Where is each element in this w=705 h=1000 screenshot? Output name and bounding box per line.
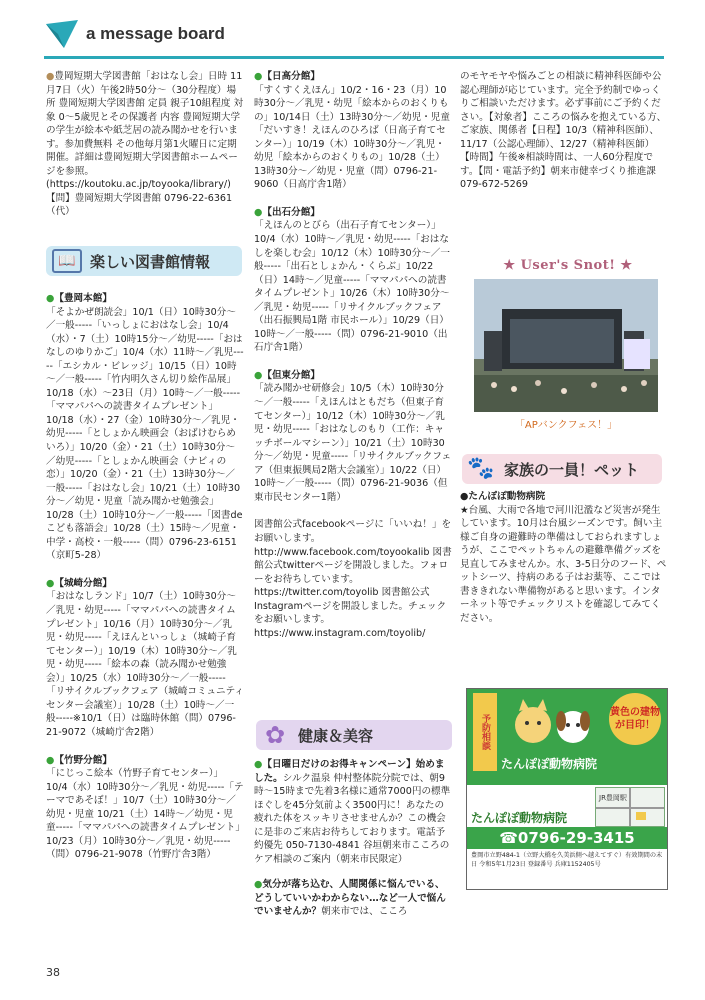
cat-dog-illustration	[503, 695, 603, 751]
header-title: a message board	[86, 24, 225, 43]
kinosaki-heading: ●【城崎分館】	[46, 577, 112, 589]
ad-badge: 黄色の建物が目印！	[609, 693, 661, 745]
ad-phone-number: ☎0796-29-3415	[467, 827, 667, 849]
izushi-heading: ●【出石分館】	[254, 206, 320, 218]
page-number: 38	[46, 966, 60, 979]
map-illustration	[596, 788, 664, 826]
section-health-heading	[256, 720, 452, 750]
kinosaki-body: 「おはなしランド」10/7（土）10時30分～／乳児・幼児-----「ママパパへの読書タイムプレゼント」10/16（月）10時30分～／乳児・幼児-----「えほんといっしょ（城崎子育てセンター）」10/19（木）10時30分～／乳児・幼児-----「絵本の森（読み聞かせ勉強会）」10/25（水）10時30分～／一般-----「リサイクルブックフェア（城崎コミュニティセンター会議室）」10/28（土）10時～／一般-----※10/1（日）は臨時休館（問）0796-21-9072（城崎庁舎2階）	[46, 591, 245, 738]
section-health-title: 健康＆美容	[298, 726, 374, 745]
column-2-health	[254, 758, 452, 919]
library-icon: 📖	[52, 249, 82, 273]
concert-stage-illustration	[474, 279, 658, 412]
ad-clinic-name-bottom: たんぽぽ動物病院	[471, 811, 568, 825]
takeno-body: 「にじっこ絵本（竹野子育てセンター）」10/4（水）10時30分～／乳児・幼児-----「テーマであそぼ！」10/7（土）10時30分～／幼児・児童 10/21（土）14時～／幼児・児童-----「ママパパへの読書タイムプレゼント」10/23（月）10時30分～／乳児・幼児-----（問）0796-21-9078（竹野庁舎3階）	[46, 768, 244, 861]
ad-clinic-name-top: たんぽぽ動物病院	[501, 757, 598, 771]
toyooka-body: 「そよかぜ朗読会」10/1（日）10時30分～／一般-----「いっしょにおはなし会」10/4（水）・7（土）10時15分～／幼児-----「おはなしのゆりかご」10/4（水）11時～／乳児-----「エシカル・ビレッジ」10/15（日）10時～／一般-----「竹内明久さん切り絵作品展」10/18（水）～23日（月）10時～／一般-----「ママパパへの読書タイムプレゼント」10/18（水）・27（金）10時30分～／乳児・幼児-----「としょかん映画会（おばけむらめいろ）」10/20（金）・21（土）10時30分～／幼児-----「としょかん映画会（ナビィの恋）」10/20（金）・21（土）13時30分～／一般-----「おはなし会」10/21（土）10時30分～／幼児・児童「読み聞かせ勉強会」10/28（土）10時10分～／一般-----「図書de こども落語会」10/28（土）15時～／児童・中学・高校・一般-----（問）0796-23-6151（京町5-28）	[46, 306, 244, 562]
ad-vertical-label: 予防相談	[473, 693, 497, 771]
page-header	[44, 18, 664, 58]
section-pet-title: 家族の一員！ペット	[504, 460, 640, 479]
column-1-library	[46, 292, 244, 862]
toyooka-heading: ●【豊岡本館】	[46, 293, 112, 304]
concert-photo	[474, 279, 658, 412]
map-station-label: JR豊岡駅	[599, 794, 627, 802]
takeno-heading: ●【竹野分館】	[46, 754, 112, 766]
column-2-library	[254, 70, 452, 640]
paw-icon: 🐾	[467, 456, 495, 481]
izushi-body: 「えほんのとびら（出石子育てセンター）」10/4（水）10時～／乳児・幼児-----「おはなしを楽しむ会」10/12（木）10時30分～／一般-----「出石としょかん・くらぶ」10/22（日）14時～／児童-----「ママパパへの読書タイムプレゼント」10/26（木）10時30分～／乳児・幼児-----「リサイクルブックフェア（出石振興局1階 市民ホール）」10/29（日）10時～／一般-----（問）0796-21-9010（出石庁舎1階）	[254, 220, 450, 354]
section-library-title: 楽しい図書館情報	[90, 252, 211, 271]
sns-info: 図書館公式facebookページに「いいね！」をお願いします。http://www.facebook.com/toyookalib 図書館公式twitterページを開設しました。フォローをお待ちしています。https://twitter.com/toyolib 図書館公式Instagramページを開設しました。チェックをお願いします。https://www.instagram.com/toyolib/	[254, 519, 452, 639]
health-item-1: ●【日曜日だけのお得キャンペーン】始めました。シルク温泉 仲村整体院分院では、朝9時～15時まで先着3名様に通常7000円の標準ほぐしを45分気前よく3500円に！あなたの疲れた体をスッキリさせませんか？この機会に是非のご来店お待ちしております。電話予約優先 050-7130-4841 谷垣朝来市こころのケア相談のご案内（朝来市民限定）	[254, 759, 451, 865]
ad-address: 豊岡市立野484-1（立野大橋を久美浜側へ越えてすぐ）有效期間の末日 令和5年1月23日 登録番号 兵庫1152405号	[471, 852, 663, 868]
hidaka-body: 「すくすくえほん」10/2・16・23（月）10時30分～／乳児・幼児「絵本からのおくりもの」10/14日（土）13時30分～／幼児・児童「だいすき！えほんのひろば（日高子育てセンター）」10/19（木）10時30分～／乳児・幼児「絵本からのおくりもの」10/28（土）13時30分～／幼児・児童（問）0796-21-9060（日高庁舎1階）	[254, 84, 450, 191]
paper-plane-icon	[44, 18, 80, 52]
clinic-advertisement	[466, 688, 668, 890]
pet-body: ★台風、大雨で各地で河川氾濫など災害が発生しています。10月は台風シーズンです。飼い主様ご自身の避難時の準備はしておられますしょうが、ここでペットちゃんの避難準備グッズを見直してみませんか。水、3-5日分のフード、ペットシーツ、持病のある子はお薬等、ここでは書ききれない準備物があると思います。インターネット等でチェックリストを確認してみてください。	[460, 504, 667, 624]
section-library-heading	[46, 246, 242, 276]
column-3-continued	[460, 70, 668, 192]
counseling-continued: のモヤモヤや悩みごとの相談に精神科医師や公認心理師が応じています。完全予約制でゆっくりご相談いただけます。必ず事前にご予約ください。【対象者】こころの悩みを抱えている方、ご家族、関係者【日程】10/3（精神科医師）、11/17（公認心理師）、12/27（精神科医師）【時間】午後※相談時間は、一人60分程度です。【問・電話予約】朝来市健幸づくり推進課 079-672-5269	[460, 71, 667, 191]
tanto-body: 「読み聞かせ研修会」10/5（木）10時30分～／一般-----「えほんはともだち（但東子育てセンター）」10/12（木）10時30分～／乳児・幼児-----「おはなしのもり（工作：キャッチボールマシーン）」10/21（土）10時30分～／幼児・児童-----「リサイクルブックフェア（但東振興局2階大会議室）」10/22（日）10時～／一般-----（問）0796-21-9036（但東市民センター1階）	[254, 383, 452, 503]
header-rule	[44, 56, 664, 59]
photo-caption: 「APバンクフェス！」	[514, 420, 618, 431]
ad-map	[595, 787, 665, 827]
health-item-2: ●気分が落ち込む、人間関係に悩んでいる、どうしていいかわからない…など一人で悩んでいませんか？朝来市では、こころ	[254, 879, 446, 918]
column-1-intro	[46, 70, 244, 219]
hidaka-heading: ●【日高分館】	[254, 71, 320, 82]
column-3-pet	[460, 490, 668, 625]
tanto-heading: ●【但東分館】	[254, 369, 320, 381]
section-pet-heading	[462, 454, 662, 484]
users-snot-title: ★ User's Snot! ★	[503, 258, 633, 273]
flower-icon: ✿	[264, 721, 286, 749]
pet-clinic-heading: ●たんぽぽ動物病院	[460, 491, 546, 502]
event-intro: ●豊岡短期大学図書館「おはなし会」日時 11月7日（火）午後2時50分～（30分程度）場所 豊岡短期大学図書館 定員 親子10組程度 対象 0～5歳児とその保護者 内容 豊岡短期大学の学生が絵本や紙芝居の読み聞かせを行います。参加費無料 その他毎月第1火曜日に定期開催。詳細は豊岡短期大学図書館ホームページを参照。(https://koutoku.ac.jp/toyooka/library/)【問】豊岡短期大学図書館 0796-22-6361（代）	[46, 71, 244, 218]
